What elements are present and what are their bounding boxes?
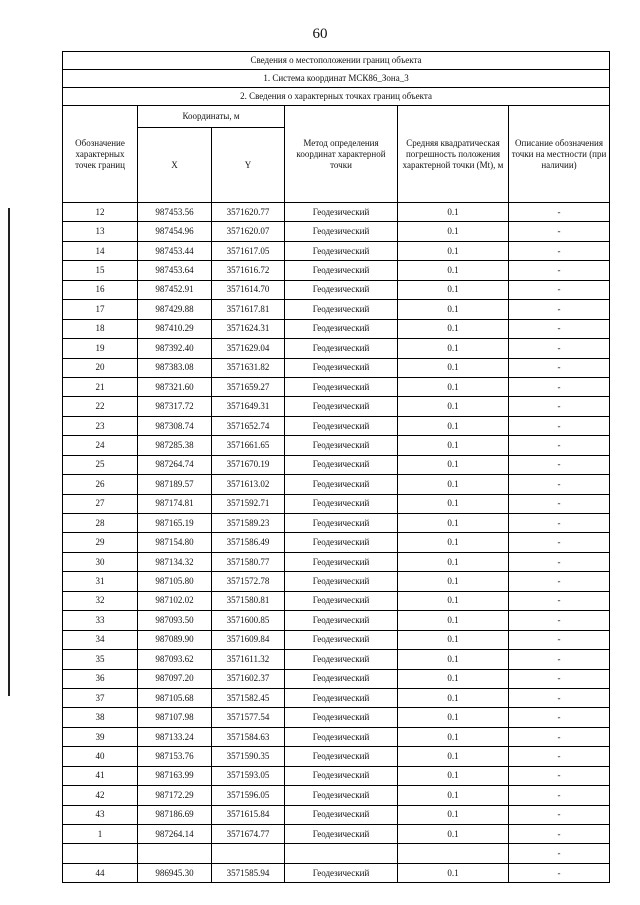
cell-y: 3571580.81 — [212, 591, 285, 610]
cell-mt: 0.1 — [398, 222, 509, 241]
cell-y: 3571674.77 — [212, 825, 285, 844]
cell-x: 987454.96 — [138, 222, 212, 241]
cell-x: 987154.80 — [138, 533, 212, 552]
table-row — [63, 708, 610, 727]
cell-y: 3571629.04 — [212, 339, 285, 358]
cell-mt: 0.1 — [398, 669, 509, 688]
cell-desc: - — [509, 688, 610, 707]
cell-x: 987134.32 — [138, 552, 212, 571]
cell-y: 3571652.74 — [212, 416, 285, 435]
cell-x: 987429.88 — [138, 300, 212, 319]
cell-point: 29 — [63, 533, 138, 552]
cell-method: Геодезический — [285, 222, 398, 241]
table-row — [63, 747, 610, 766]
cell-mt: 0.1 — [398, 203, 509, 222]
cell-desc: - — [509, 863, 610, 882]
cell-point: 16 — [63, 280, 138, 299]
cell-method: Геодезический — [285, 766, 398, 785]
cell-point: 21 — [63, 377, 138, 396]
cell-x: 986945.30 — [138, 863, 212, 882]
cell-point: 42 — [63, 786, 138, 805]
table-row — [63, 203, 610, 222]
col-x-header: X — [138, 128, 212, 203]
cell-mt: 0.1 — [398, 650, 509, 669]
cell-point: 32 — [63, 591, 138, 610]
cell-desc: - — [509, 805, 610, 824]
cell-y: 3571613.02 — [212, 475, 285, 494]
cell-point: 37 — [63, 688, 138, 707]
cell-point: 34 — [63, 630, 138, 649]
cell-mt: 0.1 — [398, 241, 509, 260]
cell-x: 987453.56 — [138, 203, 212, 222]
col-y-header: Y — [212, 128, 285, 203]
table-row — [63, 669, 610, 688]
cell-x: 987392.40 — [138, 339, 212, 358]
cell-x: 987264.14 — [138, 825, 212, 844]
cell-point: 31 — [63, 572, 138, 591]
cell-desc: - — [509, 669, 610, 688]
cell-x: 987285.38 — [138, 436, 212, 455]
cell-point: 1 — [63, 825, 138, 844]
cell-desc: - — [509, 572, 610, 591]
cell-mt: 0.1 — [398, 727, 509, 746]
cell-method: Геодезический — [285, 552, 398, 571]
cell-mt: 0.1 — [398, 300, 509, 319]
cell-point: 18 — [63, 319, 138, 338]
cell-point: 40 — [63, 747, 138, 766]
cell-mt — [398, 844, 509, 863]
cell-x: 987308.74 — [138, 416, 212, 435]
cell-desc: - — [509, 630, 610, 649]
cell-method: Геодезический — [285, 688, 398, 707]
cell-method: Геодезический — [285, 630, 398, 649]
cell-point: 20 — [63, 358, 138, 377]
cell-point: 23 — [63, 416, 138, 435]
cell-desc: - — [509, 377, 610, 396]
table-row — [63, 436, 610, 455]
col-point-header: Обозначение характерных точек границ — [63, 106, 138, 203]
cell-method: Геодезический — [285, 397, 398, 416]
cell-desc: - — [509, 339, 610, 358]
cell-method: Геодезический — [285, 494, 398, 513]
cell-method: Геодезический — [285, 863, 398, 882]
cell-x: 987189.57 — [138, 475, 212, 494]
cell-y: 3571572.78 — [212, 572, 285, 591]
cell-x: 987264.74 — [138, 455, 212, 474]
cell-method: Геодезический — [285, 339, 398, 358]
cell-point: 12 — [63, 203, 138, 222]
cell-method: Геодезический — [285, 825, 398, 844]
cell-y: 3571602.37 — [212, 669, 285, 688]
cell-y: 3571586.49 — [212, 533, 285, 552]
cell-desc: - — [509, 825, 610, 844]
table-row — [63, 377, 610, 396]
cell-method: Геодезический — [285, 377, 398, 396]
cell-y: 3571580.77 — [212, 552, 285, 571]
cell-method: Геодезический — [285, 455, 398, 474]
cell-y: 3571620.07 — [212, 222, 285, 241]
cell-desc: - — [509, 727, 610, 746]
table-row — [63, 844, 610, 863]
boundary-points-table — [62, 51, 610, 883]
cell-desc: - — [509, 650, 610, 669]
cell-mt: 0.1 — [398, 494, 509, 513]
cell-point: 24 — [63, 436, 138, 455]
cell-desc: - — [509, 241, 610, 260]
col-desc-header: Описание обозначения точки на местности (при наличии) — [509, 106, 610, 203]
table-title: Сведения о местоположении границ объекта — [63, 52, 610, 70]
table-row — [63, 611, 610, 630]
cell-y: 3571600.85 — [212, 611, 285, 630]
cell-method: Геодезический — [285, 611, 398, 630]
cell-mt: 0.1 — [398, 339, 509, 358]
cell-desc: - — [509, 358, 610, 377]
cell-mt: 0.1 — [398, 377, 509, 396]
cell-y: 3571624.31 — [212, 319, 285, 338]
cell-y: 3571584.63 — [212, 727, 285, 746]
cell-mt: 0.1 — [398, 591, 509, 610]
table-row — [63, 358, 610, 377]
cell-point: 33 — [63, 611, 138, 630]
table-row — [63, 416, 610, 435]
page-number: 60 — [312, 26, 328, 42]
section-title: 2. Сведения о характерных точках границ объекта — [63, 88, 610, 106]
cell-desc: - — [509, 514, 610, 533]
table-row — [63, 863, 610, 882]
table-row — [63, 222, 610, 241]
cell-y: 3571617.81 — [212, 300, 285, 319]
cell-method: Геодезический — [285, 416, 398, 435]
table-row — [63, 397, 610, 416]
cell-desc: - — [509, 552, 610, 571]
cell-desc: - — [509, 436, 610, 455]
table-row — [63, 339, 610, 358]
cell-point: 15 — [63, 261, 138, 280]
table-row — [63, 650, 610, 669]
cell-x: 987453.44 — [138, 241, 212, 260]
cell-x: 987174.81 — [138, 494, 212, 513]
cell-point: 25 — [63, 455, 138, 474]
cell-y: 3571659.27 — [212, 377, 285, 396]
cell-point: 38 — [63, 708, 138, 727]
cell-mt: 0.1 — [398, 825, 509, 844]
table-row — [63, 300, 610, 319]
cell-x: 987093.62 — [138, 650, 212, 669]
cell-method: Геодезический — [285, 203, 398, 222]
cell-desc: - — [509, 611, 610, 630]
cell-mt: 0.1 — [398, 475, 509, 494]
table-row — [63, 280, 610, 299]
cell-method: Геодезический — [285, 261, 398, 280]
cell-y: 3571596.05 — [212, 786, 285, 805]
table-row — [63, 261, 610, 280]
cell-method: Геодезический — [285, 533, 398, 552]
cell-x: 987410.29 — [138, 319, 212, 338]
cell-mt: 0.1 — [398, 552, 509, 571]
cell-x: 987163.99 — [138, 766, 212, 785]
cell-point: 30 — [63, 552, 138, 571]
cell-desc: - — [509, 455, 610, 474]
cell-mt: 0.1 — [398, 747, 509, 766]
cell-method: Геодезический — [285, 475, 398, 494]
cell-desc: - — [509, 261, 610, 280]
cell-method: Геодезический — [285, 241, 398, 260]
table-row — [63, 455, 610, 474]
coordinate-system: 1. Система координат МСК86_Зона_3 — [63, 70, 610, 88]
cell-method: Геодезический — [285, 708, 398, 727]
cell-y: 3571661.65 — [212, 436, 285, 455]
cell-point: 39 — [63, 727, 138, 746]
cell-y: 3571616.72 — [212, 261, 285, 280]
cell-point: 26 — [63, 475, 138, 494]
scan-edge-mark — [8, 208, 10, 696]
cell-desc: - — [509, 475, 610, 494]
cell-y: 3571620.77 — [212, 203, 285, 222]
cell-desc: - — [509, 844, 610, 863]
cell-y: 3571582.45 — [212, 688, 285, 707]
table-row — [63, 786, 610, 805]
cell-desc: - — [509, 397, 610, 416]
cell-mt: 0.1 — [398, 455, 509, 474]
table-row — [63, 572, 610, 591]
cell-point: 14 — [63, 241, 138, 260]
cell-y: 3571593.05 — [212, 766, 285, 785]
table-row — [63, 825, 610, 844]
cell-y: 3571609.84 — [212, 630, 285, 649]
cell-method: Геодезический — [285, 319, 398, 338]
cell-method: Геодезический — [285, 280, 398, 299]
cell-method: Геодезический — [285, 727, 398, 746]
cell-desc: - — [509, 591, 610, 610]
cell-mt: 0.1 — [398, 708, 509, 727]
cell-y: 3571631.82 — [212, 358, 285, 377]
cell-method: Геодезический — [285, 300, 398, 319]
cell-mt: 0.1 — [398, 533, 509, 552]
cell-mt: 0.1 — [398, 514, 509, 533]
col-error-header: Средняя квадратическая погрешность положения характерной точки (Mt), м — [398, 106, 509, 203]
table-row — [63, 494, 610, 513]
cell-point: 35 — [63, 650, 138, 669]
cell-y: 3571590.35 — [212, 747, 285, 766]
cell-y: 3571589.23 — [212, 514, 285, 533]
cell-point: 13 — [63, 222, 138, 241]
cell-method: Геодезический — [285, 572, 398, 591]
cell-desc: - — [509, 222, 610, 241]
cell-desc: - — [509, 747, 610, 766]
cell-method: Геодезический — [285, 650, 398, 669]
cell-desc: - — [509, 416, 610, 435]
table-row — [63, 766, 610, 785]
cell-point: 36 — [63, 669, 138, 688]
cell-mt: 0.1 — [398, 766, 509, 785]
cell-x: 987321.60 — [138, 377, 212, 396]
cell-desc: - — [509, 533, 610, 552]
cell-method: Геодезический — [285, 805, 398, 824]
cell-point — [63, 844, 138, 863]
table-row — [63, 475, 610, 494]
cell-method: Геодезический — [285, 669, 398, 688]
cell-y: 3571614.70 — [212, 280, 285, 299]
cell-desc: - — [509, 786, 610, 805]
col-method-header: Метод определения координат характерной точки — [285, 106, 398, 203]
cell-x: 987133.24 — [138, 727, 212, 746]
cell-mt: 0.1 — [398, 416, 509, 435]
cell-mt: 0.1 — [398, 436, 509, 455]
cell-mt: 0.1 — [398, 358, 509, 377]
cell-mt: 0.1 — [398, 805, 509, 824]
cell-point: 17 — [63, 300, 138, 319]
cell-point: 27 — [63, 494, 138, 513]
cell-point: 43 — [63, 805, 138, 824]
cell-y: 3571585.94 — [212, 863, 285, 882]
cell-x: 987102.02 — [138, 591, 212, 610]
table-row — [63, 688, 610, 707]
cell-y: 3571611.32 — [212, 650, 285, 669]
cell-x: 987153.76 — [138, 747, 212, 766]
cell-x — [138, 844, 212, 863]
cell-x: 987453.64 — [138, 261, 212, 280]
cell-y: 3571615.84 — [212, 805, 285, 824]
cell-method: Геодезический — [285, 514, 398, 533]
table-row — [63, 319, 610, 338]
cell-mt: 0.1 — [398, 261, 509, 280]
cell-desc: - — [509, 766, 610, 785]
table-row — [63, 514, 610, 533]
cell-desc: - — [509, 280, 610, 299]
cell-mt: 0.1 — [398, 572, 509, 591]
cell-method: Геодезический — [285, 786, 398, 805]
cell-mt: 0.1 — [398, 786, 509, 805]
cell-desc: - — [509, 203, 610, 222]
cell-point: 41 — [63, 766, 138, 785]
cell-point: 44 — [63, 863, 138, 882]
cell-desc: - — [509, 300, 610, 319]
cell-desc: - — [509, 319, 610, 338]
cell-mt: 0.1 — [398, 863, 509, 882]
cell-x: 987383.08 — [138, 358, 212, 377]
cell-mt: 0.1 — [398, 397, 509, 416]
cell-x: 987089.90 — [138, 630, 212, 649]
cell-y: 3571670.19 — [212, 455, 285, 474]
cell-desc: - — [509, 708, 610, 727]
cell-method: Геодезический — [285, 436, 398, 455]
table-row — [63, 241, 610, 260]
cell-x: 987105.68 — [138, 688, 212, 707]
cell-desc: - — [509, 494, 610, 513]
cell-x: 987165.19 — [138, 514, 212, 533]
cell-method — [285, 844, 398, 863]
table-row — [63, 591, 610, 610]
table-row — [63, 552, 610, 571]
cell-mt: 0.1 — [398, 319, 509, 338]
table-row — [63, 630, 610, 649]
cell-mt: 0.1 — [398, 280, 509, 299]
cell-x: 987186.69 — [138, 805, 212, 824]
cell-point: 22 — [63, 397, 138, 416]
table-row — [63, 727, 610, 746]
table-row — [63, 805, 610, 824]
cell-point: 28 — [63, 514, 138, 533]
cell-method: Геодезический — [285, 358, 398, 377]
cell-y — [212, 844, 285, 863]
cell-x: 987172.29 — [138, 786, 212, 805]
cell-x: 987452.91 — [138, 280, 212, 299]
cell-method: Геодезический — [285, 591, 398, 610]
cell-x: 987097.20 — [138, 669, 212, 688]
cell-y: 3571592.71 — [212, 494, 285, 513]
cell-y: 3571649.31 — [212, 397, 285, 416]
cell-mt: 0.1 — [398, 611, 509, 630]
cell-y: 3571617.05 — [212, 241, 285, 260]
cell-x: 987105.80 — [138, 572, 212, 591]
cell-x: 987093.50 — [138, 611, 212, 630]
cell-y: 3571577.54 — [212, 708, 285, 727]
table-row — [63, 533, 610, 552]
cell-x: 987107.98 — [138, 708, 212, 727]
col-coords-header: Координаты, м — [138, 106, 285, 128]
cell-method: Геодезический — [285, 747, 398, 766]
cell-mt: 0.1 — [398, 630, 509, 649]
cell-mt: 0.1 — [398, 688, 509, 707]
cell-point: 19 — [63, 339, 138, 358]
cell-x: 987317.72 — [138, 397, 212, 416]
